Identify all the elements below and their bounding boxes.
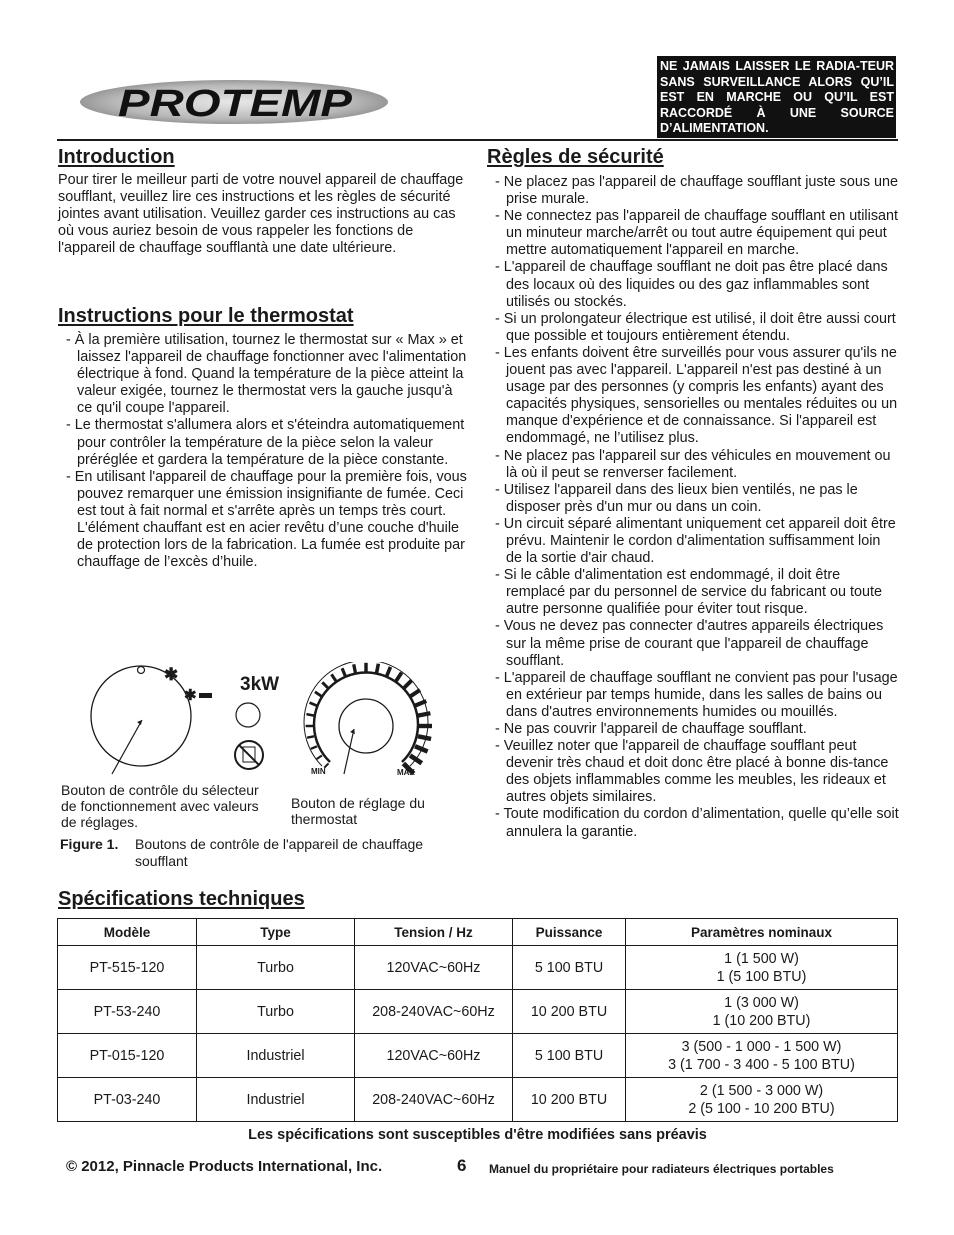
list-item: - Le thermostat s'allumera alors et s'éteindra automatiquement pour contrôler la température de la pièce selon la valeur préréglée et gardera la température de la pièce constante.: [62, 417, 470, 468]
cell-ratings: [626, 990, 898, 1034]
cell-type: Turbo: [197, 990, 355, 1034]
col-header-ratings: Paramètres nominaux: [626, 919, 898, 946]
intro-text: Pour tirer le meilleur parti de votre nouvel appareil de chauffage soufflant, veuillez lire ces instructions et les règles de sécurité jointes avant utilisation. Veuillez garder ces instructions au cas où vous auriez besoin de vous rappeler les fonctions de l'appareil de chauffage soufflantà une date ultérieure.: [58, 172, 464, 257]
thermostat-list: [62, 332, 470, 571]
thermostat-knob-callout: Bouton de réglage du thermostat: [291, 795, 425, 827]
page-number: 6: [457, 1156, 467, 1175]
header-rule: [57, 139, 898, 141]
low-setting-icon: ✱: [164, 665, 179, 684]
cell-ratings: [626, 1034, 898, 1078]
rating-btu: 3 (1 700 - 3 400 - 5 100 BTU): [668, 1056, 855, 1073]
cell-model: PT-515-120: [58, 946, 197, 990]
manual-title: Manuel du propriétaire pour radiateurs électriques portables: [489, 1162, 834, 1176]
list-item: - Ne connectez pas l'appareil de chauffage soufflant en utilisant un minuteur marche/arrêt ou tout autre équipement qui peut mettre automatiquement l'appareil en marche.: [491, 208, 899, 259]
rating-watts: 1 (3 000 W): [724, 994, 799, 1011]
thermostat-title: Instructions pour le thermostat: [58, 305, 354, 327]
list-item: - Veuillez noter que l'appareil de chauffage soufflant peut devenir très chaud et doit donc être placé à bonne dis-tance des objets inflammables comme les meubles, les rideaux et autres objets similaires.: [491, 738, 899, 806]
cell-voltage: 120VAC~60Hz: [355, 946, 513, 990]
list-item: - Vous ne devez pas connecter d'autres appareils électriques sur la même prise de courant que l'appareil de chauffage soufflant.: [491, 618, 899, 669]
specs-title: Spécifications techniques: [58, 888, 305, 910]
copyright: © 2012, Pinnacle Products International, Inc.: [66, 1158, 383, 1175]
cell-power: 10 200 BTU: [513, 1078, 626, 1122]
high-setting-icon: ✱: [184, 687, 197, 704]
list-item: - Ne placez pas l'appareil de chauffage soufflant juste sous une prise murale.: [491, 174, 899, 208]
protemp-logo: [78, 76, 390, 128]
col-header-voltage: Tension / Hz: [355, 919, 513, 946]
power-label: 3kW: [240, 674, 280, 695]
max-label: MAX: [397, 768, 415, 777]
list-item: - Si le câble d'alimentation est endommagé, il doit être remplacé par du personnel de service du fabricant ou toute autre personne qualifiée pour éviter tout risque.: [491, 567, 899, 618]
cell-power: 5 100 BTU: [513, 946, 626, 990]
selector-knob-callout: Bouton de contrôle du sélecteur de fonctionnement avec valeurs de réglages.: [61, 782, 259, 830]
cell-voltage: 208-240VAC~60Hz: [355, 990, 513, 1034]
list-item: - Si un prolongateur électrique est utilisé, il doit être aussi court que possible et toujours entièrement étendu.: [491, 311, 899, 345]
specs-note: Les spécifications sont susceptibles d'être modifiées sans préavis: [248, 1127, 707, 1143]
list-item: - Un circuit séparé alimentant uniquement cet appareil doit être prévu. Maintenir le cordon d'alimentation suffisamment loin de la sortie d'air chaud.: [491, 516, 899, 567]
table-row: [58, 946, 898, 990]
figure-caption: [60, 836, 470, 869]
safety-list: [491, 174, 899, 841]
table-row: [58, 1034, 898, 1078]
list-item: - Les enfants doivent être surveillés pour vous assurer qu'ils ne jouent pas avec l'appareil. L'appareil n'est pas destiné à un usage par des personnes (y compris les enfants) ayant des capacités physiques, sensorielles ou mentales réduites ou un manque d'expérience et de connaissance. Si l'appareil est endommagé, ne l’utilisez plus.: [491, 345, 899, 448]
cell-type: Turbo: [197, 946, 355, 990]
cell-model: PT-53-240: [58, 990, 197, 1034]
warning-box: NE JAMAIS LAISSER LE RADIA-TEUR SANS SURVEILLANCE ALORS QU’IL EST EN MARCHE OU QU’IL EST RACCORDÉ À UNE SOURCE D’ALIMENTATION.: [657, 56, 896, 138]
list-item: - Ne pas couvrir l'appareil de chauffage soufflant.: [491, 721, 899, 738]
rating-btu: 1 (5 100 BTU): [716, 968, 807, 985]
cell-type: Industriel: [197, 1034, 355, 1078]
col-header-model: Modèle: [58, 919, 197, 946]
off-position-icon: [138, 667, 145, 674]
list-item: - En utilisant l'appareil de chauffage pour la première fois, vous pouvez remarquer une émission insignifiante de fumée. Ceci est tout à fait normal et s'arrête après un temps très court. L'élément chauffant est en acier revêtu d’une couche d'huile de protection lors de la fabrication. La fumée est produite par chauffage de l’excès d’huile.: [62, 469, 470, 572]
col-header-power: Puissance: [513, 919, 626, 946]
table-header-row: [58, 919, 898, 946]
cell-ratings: [626, 1078, 898, 1122]
table-row: [58, 1078, 898, 1122]
rating-btu: 1 (10 200 BTU): [712, 1012, 811, 1029]
col-header-type: Type: [197, 919, 355, 946]
list-item: - L'appareil de chauffage soufflant ne convient pas pour l'usage en extérieur par temps humide, dans les salles de bains ou dans d'autres environnements humides ou mouillés.: [491, 670, 899, 721]
control-knobs-figure: [60, 662, 460, 780]
list-item: - Utilisez l'appareil dans des lieux bien ventilés, ne pas le disposer près d'un mur ou dans un coin.: [491, 482, 899, 516]
cell-model: PT-03-240: [58, 1078, 197, 1122]
cell-voltage: 120VAC~60Hz: [355, 1034, 513, 1078]
cell-voltage: 208-240VAC~60Hz: [355, 1078, 513, 1122]
safety-title: Règles de sécurité: [487, 146, 664, 168]
list-item: - Toute modification du cordon d’alimentation, quelle qu’elle soit annulera la garantie.: [491, 806, 899, 840]
cell-type: Industriel: [197, 1078, 355, 1122]
list-item: - À la première utilisation, tournez le thermostat sur « Max » et laissez l'appareil de chauffage fonctionner avec l'alimentation électrique à fond. Quand la température de la pièce atteint la valeur exigée, tournez le thermostat vers la gauche jusqu'à ce qu'il coupe l'appareil.: [62, 332, 470, 417]
selector-knob: [91, 666, 191, 766]
table-row: [58, 990, 898, 1034]
specs-table: [57, 918, 898, 1122]
indicator-light-icon: [236, 703, 260, 727]
cell-model: PT-015-120: [58, 1034, 197, 1078]
figure-label: Figure 1.: [60, 836, 119, 852]
rating-watts: 1 (1 500 W): [724, 950, 799, 967]
cell-power: 10 200 BTU: [513, 990, 626, 1034]
figure-caption-text: Boutons de contrôle de l'appareil de chauffage soufflant: [135, 836, 424, 869]
list-item: - Ne placez pas l'appareil sur des véhicules en mouvement ou là où il peut se renverser facilement.: [491, 448, 899, 482]
list-item: - L'appareil de chauffage soufflant ne doit pas être placé dans des locaux où des liquides ou des gaz inflammables sont utilisés ou stockés.: [491, 259, 899, 310]
rating-watts: 2 (1 500 - 3 000 W): [699, 1082, 824, 1099]
rating-watts: 3 (500 - 1 000 - 1 500 W): [681, 1038, 842, 1055]
thermostat-knob: [339, 699, 393, 753]
min-label: MIN: [311, 767, 326, 776]
svg-text:PROTEMP: PROTEMP: [118, 83, 353, 125]
cell-power: 5 100 BTU: [513, 1034, 626, 1078]
cell-ratings: [626, 946, 898, 990]
intro-title: Introduction: [58, 146, 175, 168]
thermostat-scale-icon: [304, 662, 432, 774]
rating-btu: 2 (5 100 - 10 200 BTU): [688, 1100, 835, 1117]
